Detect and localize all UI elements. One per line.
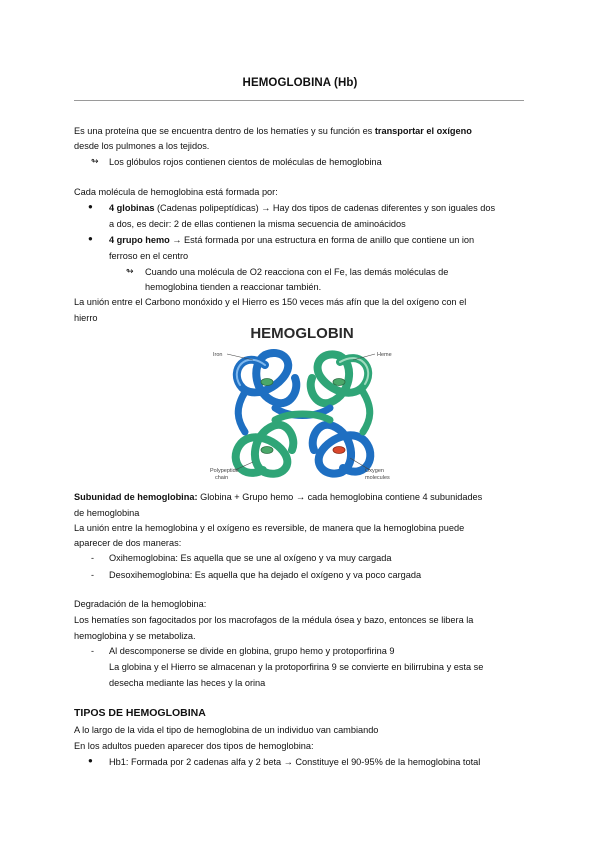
types-heading: TIPOS DE HEMOGLOBINA <box>74 707 206 719</box>
hemo-text: → Está formada por una estructura en forma de anillo que contiene un ion <box>169 235 475 245</box>
green-connector-center <box>275 414 330 420</box>
degradation-item-line-2: La globina y el Hierro se almacenan y la protoporfirina 9 se convierte en bilirrubina y esta se <box>109 662 484 672</box>
intro-bold-text: transportar el oxígeno <box>374 126 472 136</box>
dot-bullet-icon: ● <box>88 234 93 243</box>
globinas-line-2: a dos, es decir: 2 de ellas contienen la misma secuencia de aminoácidos <box>109 219 406 229</box>
arrow-bullet-icon: ↬ <box>126 266 134 276</box>
dash-bullet: - <box>91 553 94 563</box>
hemo-sub-line-2: hemoglobina tienden a reaccionar también. <box>145 282 322 292</box>
hemoglobin-illustration <box>205 320 400 490</box>
intro-sub-item: Los glóbulos rojos contienen cientos de moléculas de hemoglobina <box>109 157 382 167</box>
affinity-line-2: hierro <box>74 313 98 323</box>
degradation-item-line-3: desecha mediante las heces y la orina <box>109 678 266 688</box>
globinas-line-1 <box>109 202 495 214</box>
hemoglobin-figure <box>205 320 400 490</box>
globinas-bold: 4 globinas <box>109 203 155 213</box>
intro-line-2: desde los pulmones a los tejidos. <box>74 141 210 151</box>
green-connector-right <box>363 392 370 432</box>
types-line-1: A lo largo de la vida el tipo de hemoglobina de un individuo van cambiando <box>74 725 379 735</box>
figure-title: HEMOGLOBIN <box>250 325 354 342</box>
title-divider <box>74 100 524 101</box>
degradation-line-1: Los hematíes son fagocitados por los macrofagos de la médula ósea y bazo, entonces se libera la <box>74 615 474 625</box>
chain-ribbons <box>236 353 371 474</box>
page-title: HEMOGLOBINA (Hb) <box>242 77 358 89</box>
label-oxygen-1: Oxygen <box>365 468 384 474</box>
hemo-bold: 4 grupo hemo <box>109 235 170 245</box>
hemo-sub-line-1: Cuando una molécula de O2 reacciona con el Fe, las demás moléculas de <box>145 267 449 277</box>
blue-connector-left <box>238 392 245 432</box>
intro-text: Es una proteína que se encuentra dentro de los hematíes y su función es <box>74 126 375 136</box>
subunit-text: Globina + Grupo hemo → cada hemoglobina contiene 4 subunidades <box>197 492 483 502</box>
composition-heading: Cada molécula de hemoglobina está formada por: <box>74 187 278 197</box>
types-item-1: Hb1: Formada por 2 cadenas alfa y 2 beta → Constituye el 90-95% de la hemoglobina total <box>109 757 481 767</box>
arrow-bullet-icon: ↬ <box>91 156 99 166</box>
dash-bullet: - <box>91 646 94 656</box>
types-line-2: En los adultos pueden aparecer dos tipos de hemoglobina: <box>74 741 314 751</box>
subunit-line-2: de hemoglobina <box>74 508 140 518</box>
affinity-line-1: La unión entre el Carbono monóxido y el Hierro es 150 veces más afín que la del oxígeno con el <box>74 297 467 307</box>
label-polypeptide-2: chain <box>215 475 229 481</box>
dash-bullet: - <box>91 570 94 580</box>
hemo-line-1 <box>109 234 474 246</box>
list-item: Oxihemoglobina: Es aquella que se une al oxígeno y va muy cargada <box>109 553 392 563</box>
label-iron: Iron <box>213 352 223 358</box>
degradation-heading: Degradación de la hemoglobina: <box>74 599 207 609</box>
hemo-line-2: ferroso en el centro <box>109 251 189 261</box>
heme-group-1 <box>261 379 273 386</box>
intro-line-1 <box>74 125 472 137</box>
reversible-line-1: La unión entre la hemoglobina y el oxígeno es reversible, de manera que la hemoglobina puede <box>74 523 465 533</box>
degradation-line-2: hemoglobina y se metaboliza. <box>74 631 196 641</box>
dot-bullet-icon: ● <box>88 202 93 211</box>
label-oxygen-2: molecules <box>365 475 390 481</box>
heme-group-2 <box>333 379 345 386</box>
globinas-text: (Cadenas polipeptídicas) → Hay dos tipos de cadenas diferentes y son iguales dos <box>154 203 496 213</box>
list-item: Desoxihemoglobina: Es aquella que ha dejado el oxígeno y va poco cargada <box>109 570 422 580</box>
label-heme: Heme <box>377 352 392 358</box>
subunit-bold: Subunidad de hemoglobina: <box>74 492 198 502</box>
heme-group-oxygenated <box>333 447 345 454</box>
heme-group-3 <box>261 447 273 454</box>
label-polypeptide-1: Polypeptide <box>210 468 239 474</box>
dot-bullet-icon: ● <box>88 756 93 765</box>
degradation-item-line-1: Al descomponerse se divide en globina, grupo hemo y protoporfirina 9 <box>109 646 395 656</box>
subunit-line-1 <box>74 491 482 503</box>
reversible-line-2: aparecer de dos maneras: <box>74 538 182 548</box>
